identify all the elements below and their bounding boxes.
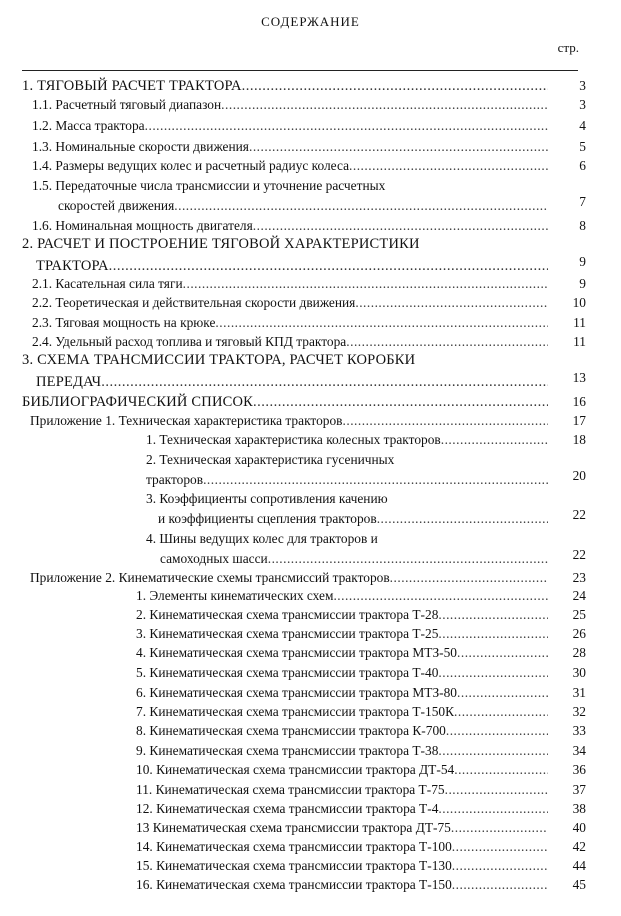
toc-page-number: 36: [572, 762, 586, 777]
dot-leader: [457, 645, 548, 661]
toc-page-number: 22: [572, 507, 586, 522]
toc-page-number: 40: [572, 820, 586, 835]
toc-entry: [32, 315, 548, 331]
toc-page-number: 10: [572, 295, 586, 310]
dot-leader: [174, 198, 548, 214]
toc-entry-title: 3. СХЕМА ТРАНСМИССИИ ТРАКТОРА, РАСЧЕТ КОРОБКИ: [22, 352, 416, 368]
toc-entry-title: Приложение 1. Техническая характеристика тракторов: [30, 413, 343, 428]
toc-entry-title: 1.2. Масса трактора: [32, 118, 145, 133]
toc-page-number: 20: [572, 468, 586, 483]
toc-page-number: 11: [573, 334, 586, 349]
toc-entry-title: 1.4. Размеры ведущих колес и расчетный радиус колеса: [32, 158, 350, 173]
toc-entry-title: 12. Кинематическая схема трансмиссии трактора Т-4: [136, 801, 439, 816]
dot-leader: [101, 374, 548, 390]
dot-leader: [349, 158, 548, 174]
toc-entry-title: 9. Кинематическая схема трансмиссии трактора Т-38: [136, 743, 439, 758]
toc-entry-title: 13 Кинематическая схема трансмиссии трактора ДТ-75: [136, 820, 451, 835]
toc-entry-title: 1.6. Номинальная мощность двигателя: [32, 218, 253, 233]
toc-entry-title: 7. Кинематическая схема трансмиссии трактора Т-150К: [136, 704, 455, 719]
dot-leader: [390, 570, 548, 586]
toc-page-number: 16: [572, 394, 586, 409]
toc-entry-title: 3. Кинематическая схема трансмиссии трактора Т-25: [136, 626, 439, 641]
dot-leader: [183, 276, 548, 292]
toc-page-number: 7: [579, 194, 586, 209]
dot-leader: [215, 315, 548, 331]
dot-leader: [452, 877, 548, 893]
toc-entry: [32, 178, 548, 194]
dot-leader: [452, 839, 548, 855]
toc-entry: [146, 452, 548, 468]
toc-entry: [136, 839, 548, 855]
dot-leader: [445, 782, 548, 798]
toc-entry: [32, 139, 548, 155]
toc-entry: [136, 645, 548, 661]
toc-entry-title: 2.2. Теоретическая и действительная скорости движения: [32, 295, 356, 310]
toc-entry-title-continued: ПЕРЕДАЧ: [36, 374, 102, 390]
toc-entry: [136, 607, 548, 623]
toc-entry-title: 2.4. Удельный расход топлива и тяговый КПД трактора: [32, 334, 347, 349]
toc-entry: [136, 685, 548, 701]
toc-entry-title: 1.3. Номинальные скорости движения: [32, 139, 249, 154]
toc-entry-continuation: [36, 374, 548, 390]
toc-page-number: 44: [572, 858, 586, 873]
page-column-label: стр.: [557, 40, 579, 55]
dot-leader: [452, 858, 548, 874]
toc-page-number: 9: [579, 276, 586, 291]
dot-leader: [333, 588, 548, 604]
toc-entry-title: 5. Кинематическая схема трансмиссии трактора Т-40: [136, 665, 439, 680]
dot-leader: [438, 626, 548, 642]
toc-entry-title-continued: и коэффициенты сцепления тракторов: [158, 511, 377, 526]
toc-entry-title: 2. Кинематическая схема трансмиссии трактора Т-28: [136, 607, 439, 622]
toc-entry: [136, 665, 548, 681]
dot-leader: [438, 743, 548, 759]
toc-page-number: 32: [572, 704, 586, 719]
dot-leader: [221, 97, 548, 113]
toc-entry: [146, 531, 548, 547]
toc-entry-title: БИБЛИОГРАФИЧЕСКИЙ СПИСОК: [22, 394, 254, 410]
toc-entry-title: 16. Кинематическая схема трансмиссии трактора Т-150: [136, 877, 452, 892]
dot-leader: [441, 432, 548, 448]
toc-entry: [136, 820, 548, 836]
toc-entry: [32, 97, 548, 113]
toc-entry: [32, 158, 548, 174]
toc-entry: [136, 626, 548, 642]
toc-page-number: 8: [579, 218, 586, 233]
toc-entry: [136, 743, 548, 759]
toc-page-number: 33: [572, 723, 586, 738]
toc-page-number: 4: [579, 118, 586, 133]
toc-entry-title-continued: скоростей движения: [58, 198, 175, 213]
toc-entry-title: 2.3. Тяговая мощность на крюке: [32, 315, 216, 330]
toc-entry-title: 1.5. Передаточные числа трансмиссии и уточнение расчетных: [32, 178, 386, 193]
dot-leader: [454, 704, 548, 720]
toc-entry: [146, 432, 548, 448]
toc-entry-title: 2. РАСЧЕТ И ПОСТРОЕНИЕ ТЯГОВОЙ ХАРАКТЕРИСТИКИ: [22, 236, 420, 252]
toc-entry: [136, 762, 548, 778]
toc-entry: [32, 218, 548, 234]
toc-page-number: 26: [572, 626, 586, 641]
dot-leader: [249, 139, 548, 155]
toc-entry: [32, 276, 548, 292]
toc-entry-title-continued: ТРАКТОРА: [36, 258, 109, 274]
toc-entry-title: 1.1. Расчетный тяговый диапазон: [32, 97, 222, 112]
toc-entry-title: 4. Шины ведущих колес для тракторов и: [146, 531, 378, 546]
toc-page-number: 13: [572, 370, 586, 385]
toc-entry-title-continued: самоходных шасси: [160, 551, 268, 566]
toc-entry-title: 15. Кинематическая схема трансмиссии трактора Т-130: [136, 858, 452, 873]
dot-leader: [253, 218, 548, 234]
dot-leader: [253, 394, 548, 410]
dot-leader: [377, 511, 548, 527]
dot-leader: [346, 334, 548, 350]
toc-entry-title: 4. Кинематическая схема трансмиссии трактора МТЗ-50: [136, 645, 458, 660]
toc-page-number: 23: [572, 570, 586, 585]
dot-leader: [454, 762, 548, 778]
dot-leader: [109, 258, 548, 274]
toc-entry-continuation: [36, 258, 548, 274]
dot-leader: [355, 295, 548, 311]
toc-entry-title: 14. Кинематическая схема трансмиссии трактора Т-100: [136, 839, 452, 854]
toc-entry-title: 1. ТЯГОВЫЙ РАСЧЕТ ТРАКТОРА: [22, 78, 242, 94]
toc-entry: [22, 78, 548, 94]
dot-leader: [446, 723, 548, 739]
toc-page-number: 38: [572, 801, 586, 816]
toc-page-number: 30: [572, 665, 586, 680]
toc-entry: [32, 295, 548, 311]
toc-page-number: 22: [572, 547, 586, 562]
dot-leader: [438, 801, 548, 817]
toc-entry-title: 11. Кинематическая схема трансмиссии трактора Т-75: [136, 782, 445, 797]
toc-page-number: 45: [572, 877, 586, 892]
toc-page-number: 31: [572, 685, 586, 700]
toc-page-number: 24: [572, 588, 586, 603]
toc-entry-title: 1. Элементы кинематических схем: [136, 588, 334, 603]
toc-page-number: 17: [572, 413, 586, 428]
toc-entry-continuation: [158, 511, 548, 527]
toc-entry: [136, 588, 548, 604]
toc-entry-continuation: [146, 472, 548, 488]
toc-entry-title: 3. Коэффициенты сопротивления качению: [146, 491, 388, 506]
dot-leader: [242, 78, 548, 94]
dot-leader: [203, 472, 548, 488]
toc-page-number: 9: [579, 254, 586, 269]
toc-entry: [30, 570, 548, 586]
toc-page-number: 28: [572, 645, 586, 660]
dot-leader: [268, 551, 548, 567]
toc-entry: [136, 782, 548, 798]
dot-leader: [145, 118, 548, 134]
toc-page-number: 25: [572, 607, 586, 622]
toc-entry-title: 8. Кинематическая схема трансмиссии трактора К-700: [136, 723, 446, 738]
toc-page-number: 3: [579, 78, 586, 93]
toc-entry-title-continued: тракторов: [146, 472, 204, 487]
toc-entry: [136, 877, 548, 893]
toc-entry: [32, 118, 548, 134]
toc-entry-continuation: [58, 198, 548, 214]
toc-entry: [22, 236, 548, 252]
toc-page-number: 34: [572, 743, 586, 758]
toc-entry: [32, 334, 548, 350]
toc-entry-title: 2. Техническая характеристика гусеничных: [146, 452, 395, 467]
dot-leader: [438, 607, 548, 623]
toc-entry: [30, 413, 548, 429]
toc-entry-title: 10. Кинематическая схема трансмиссии трактора ДТ-54: [136, 762, 455, 777]
toc-entry: [22, 394, 548, 410]
toc-page-number: 37: [572, 782, 586, 797]
toc-page-number: 6: [579, 158, 586, 173]
toc-entry-continuation: [160, 551, 548, 567]
toc-entry: [136, 704, 548, 720]
dot-leader: [438, 665, 548, 681]
toc-entry: [146, 491, 548, 507]
toc-entry-title: 2.1. Касательная сила тяги: [32, 276, 183, 291]
toc-page-number: 3: [579, 97, 586, 112]
dot-leader: [343, 413, 549, 429]
toc-entry: [136, 801, 548, 817]
toc-entry-title: 1. Техническая характеристика колесных тракторов: [146, 432, 441, 447]
dot-leader: [451, 820, 548, 836]
toc-entry: [136, 858, 548, 874]
toc-page-number: 18: [572, 432, 586, 447]
toc-page-number: 5: [579, 139, 586, 154]
toc-entry-title: 6. Кинематическая схема трансмиссии трактора МТЗ-80: [136, 685, 458, 700]
toc-entry: [22, 352, 548, 368]
dot-leader: [457, 685, 548, 701]
toc-page-number: 11: [573, 315, 586, 330]
page-title: СОДЕРЖАНИЕ: [261, 14, 360, 29]
toc-entry-title: Приложение 2. Кинематические схемы трансмиссий тракторов: [30, 570, 390, 585]
toc-page-number: 42: [572, 839, 586, 854]
toc-entry: [136, 723, 548, 739]
